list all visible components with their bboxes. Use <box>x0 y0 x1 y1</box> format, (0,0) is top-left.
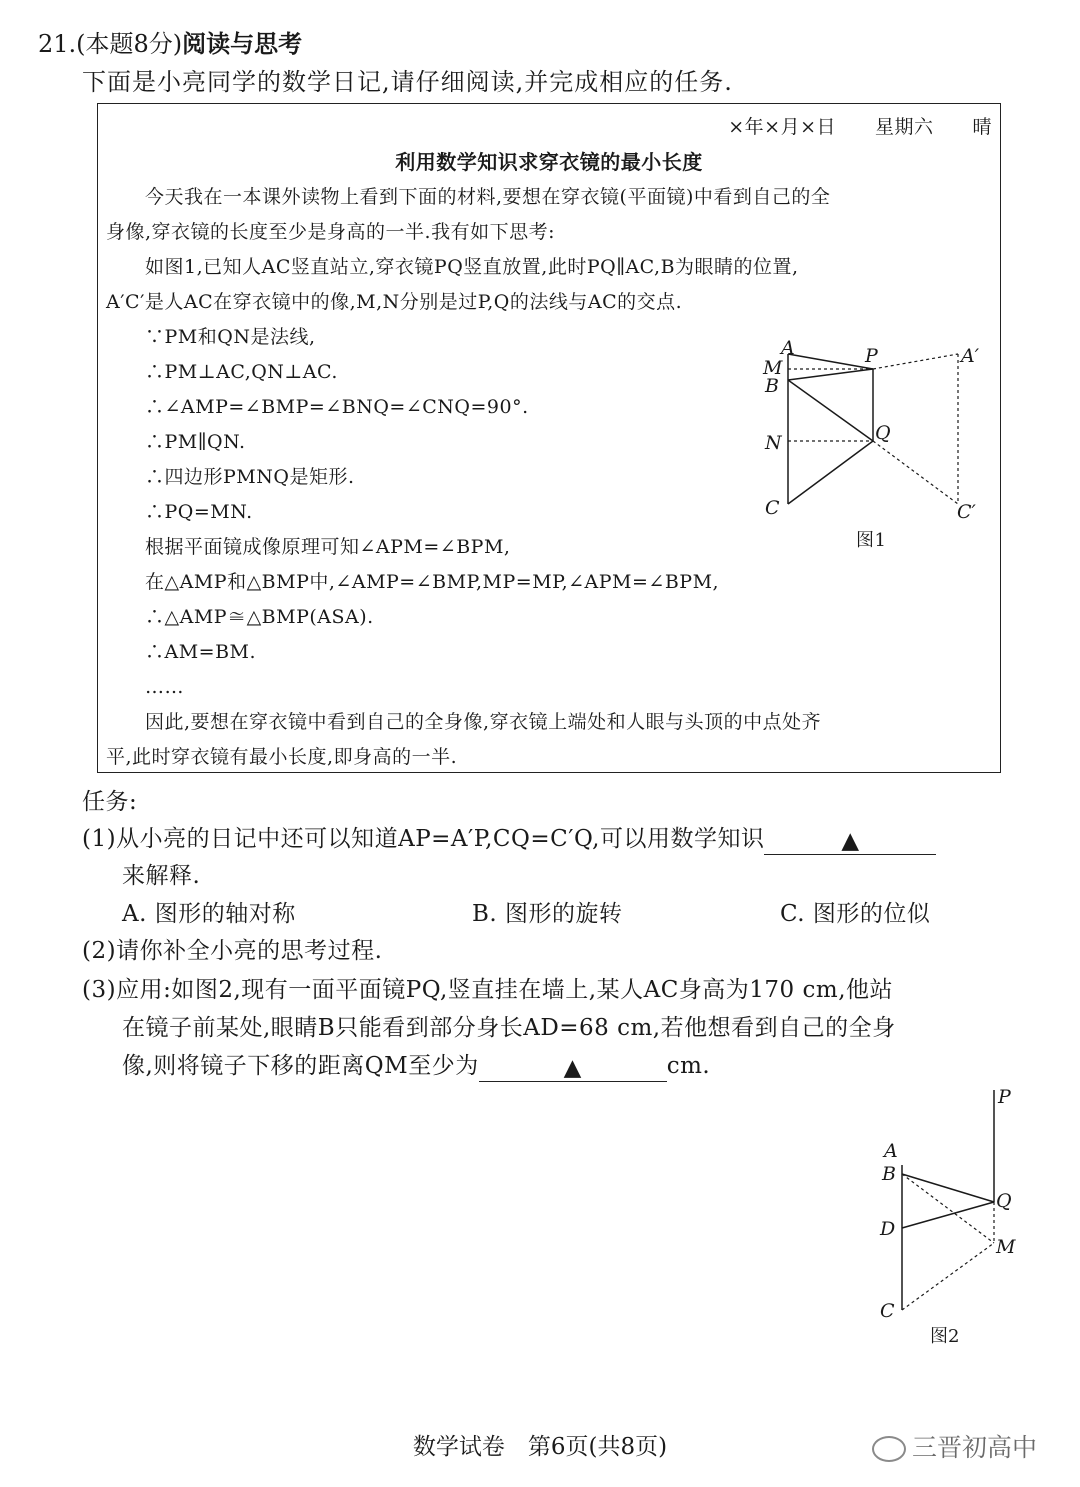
diary-line: …… <box>106 676 185 698</box>
diary-line: 因此,要想在穿衣镜中看到自己的全身像,穿衣镜上端处和人眼与头顶的中点处齐 <box>106 711 822 733</box>
label-Q: Q <box>996 1190 1012 1212</box>
question-intro: 下面是小亮同学的数学日记,请仔细阅读,并完成相应的任务. <box>82 68 733 96</box>
diary-line: 如图1,已知人AC竖直站立,穿衣镜PQ竖直放置,此时PQ∥AC,B为眼睛的位置, <box>106 256 799 278</box>
label-C: C <box>880 1300 895 1322</box>
question-heading <box>38 24 302 59</box>
label-B: B <box>765 375 779 397</box>
task-3-text: 像,则将镜子下移的距离QM至少为 <box>122 1053 479 1079</box>
diary-line: A′C′是人AC在穿衣镜中的像,M,N分别是过P,Q的法线与AC的交点. <box>106 291 683 313</box>
task-3-line-1: (3)应用:如图2,现有一面平面镜PQ,竖直挂在墙上,某人AC身高为170 cm,他站 <box>82 977 894 1003</box>
figure-2 <box>870 1085 1040 1345</box>
diary-line: ∴AM=BM. <box>106 641 257 663</box>
diary-line: 身像,穿衣镜的长度至少是身高的一半.我有如下思考: <box>106 221 555 243</box>
task-2: (2)请你补全小亮的思考过程. <box>82 938 383 964</box>
diary-line: ∴PM∥QN. <box>106 431 246 453</box>
page-footer: 数学试卷 第6页(共8页) <box>412 1434 668 1460</box>
label-A: A <box>781 337 795 359</box>
diary-line: ∴四边形PMNQ是矩形. <box>106 466 355 488</box>
diary-date: ×年×月×日 星期六 晴 <box>728 116 992 138</box>
figure-2-caption: 图2 <box>930 1326 960 1347</box>
answer-blank-1[interactable]: ▲ <box>764 828 936 855</box>
label-N: N <box>765 432 782 454</box>
diary-line: 今天我在一本课外读物上看到下面的材料,要想在穿衣镜(平面镜)中看到自己的全 <box>106 186 831 208</box>
label-C-prime: C′ <box>957 501 976 523</box>
line-QC2 <box>873 441 958 504</box>
diary-line: ∴△AMP≅△BMP(ASA). <box>106 606 374 628</box>
diary-title: 利用数学知识求穿衣镜的最小长度 <box>395 150 703 174</box>
line-CQ <box>788 441 873 504</box>
label-P: P <box>865 345 878 367</box>
label-M: M <box>996 1236 1016 1258</box>
label-D: D <box>880 1218 896 1240</box>
option-c[interactable]: C. 图形的位似 <box>780 901 931 927</box>
line-BQ <box>902 1174 994 1202</box>
diary-line: 根据平面镜成像原理可知∠APM=∠BPM, <box>106 536 511 558</box>
line-PA2 <box>873 354 958 369</box>
option-b[interactable]: B. 图形的旋转 <box>472 901 623 927</box>
figure-1-caption: 图1 <box>856 530 887 551</box>
label-C: C <box>765 497 780 519</box>
label-B: B <box>882 1163 896 1185</box>
label-P: P <box>998 1086 1011 1108</box>
label-M: M <box>763 357 783 379</box>
watermark <box>872 1428 1037 1464</box>
wechat-icon <box>872 1436 906 1462</box>
line-AP <box>788 354 873 369</box>
diary-box <box>97 103 1001 773</box>
line-BP <box>788 369 873 380</box>
line-CM <box>902 1243 994 1310</box>
figure-1 <box>753 334 1013 544</box>
line-DQ <box>902 1202 994 1228</box>
question-title: 阅读与思考 <box>182 29 303 58</box>
label-A-prime: A′ <box>961 345 980 367</box>
question-points: (本题8分) <box>76 30 183 58</box>
diary-line: 在△AMP和△BMP中,∠AMP=∠BMP,MP=MP,∠APM=∠BPM, <box>106 571 720 593</box>
tasks-heading: 任务: <box>82 789 138 815</box>
option-a[interactable]: A. 图形的轴对称 <box>122 901 296 927</box>
diary-line: ∴∠AMP=∠BMP=∠BNQ=∠CNQ=90°. <box>106 396 529 418</box>
line-BQ <box>788 380 873 441</box>
diary-line: 平,此时穿衣镜有最小长度,即身高的一半. <box>106 746 458 768</box>
task-3-line-3 <box>122 1047 710 1080</box>
task-3-line-2: 在镜子前某处,眼睛B只能看到部分身长AD=68 cm,若他想看到自己的全身 <box>122 1015 896 1041</box>
line-BM <box>902 1174 994 1243</box>
task-1-suffix: 来解释. <box>122 863 201 889</box>
watermark-text: 三晋初高中 <box>912 1433 1038 1462</box>
label-A: A <box>884 1140 898 1162</box>
label-Q: Q <box>875 422 891 444</box>
task-1 <box>82 820 936 853</box>
diary-line: ∴PM⊥AC,QN⊥AC. <box>106 361 338 383</box>
task-1-text: (1)从小亮的日记中还可以知道AP=A′P,CQ=C′Q,可以用数学知识 <box>82 826 765 852</box>
diary-line: ∴PQ=MN. <box>106 501 253 523</box>
question-number: 21. <box>38 30 77 58</box>
diary-line: ∵PM和QN是法线, <box>106 326 316 348</box>
task-3-unit: cm. <box>666 1053 711 1079</box>
answer-blank-3[interactable]: ▲ <box>479 1055 667 1082</box>
